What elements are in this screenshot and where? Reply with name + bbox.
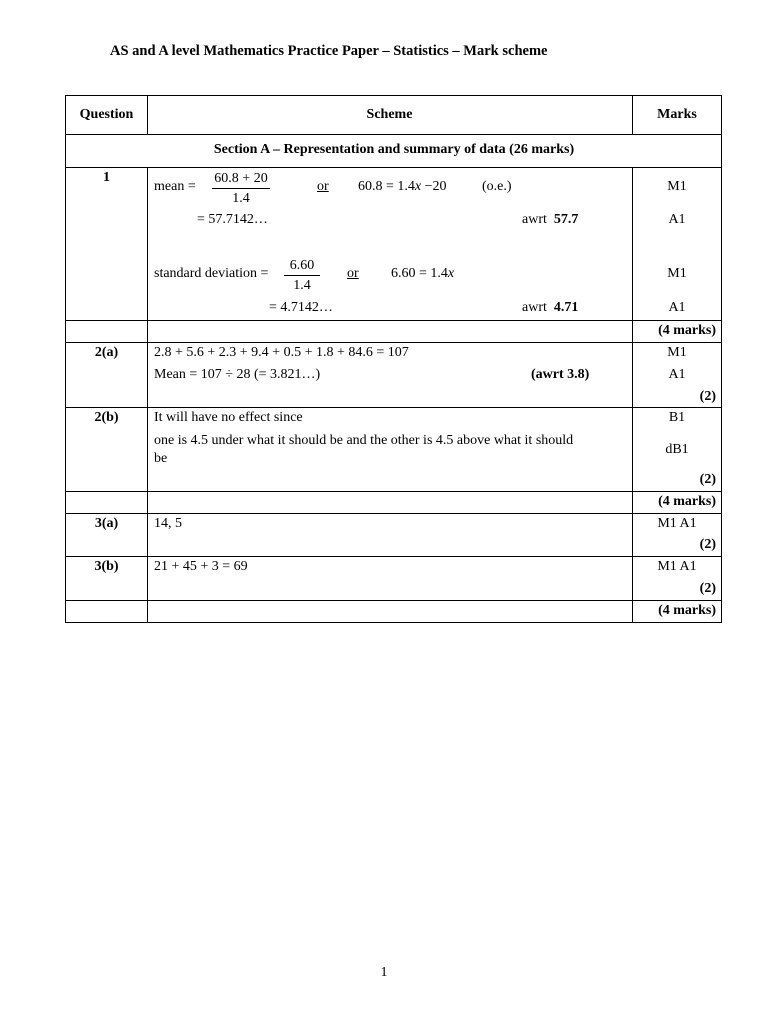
subtotal-marks: (2) [699,537,716,552]
mark-code: M1 [667,179,687,194]
scheme-line: 2.8 + 5.6 + 2.3 + 9.4 + 0.5 + 1.8 + 84.6 = 107 [154,345,409,360]
mean-numerator: 60.8 + 20 [214,171,268,186]
mark-code: M1 A1 [657,516,697,531]
fraction-bar [284,275,320,276]
question-label: 3(a) [94,516,119,531]
scheme-line: It will have no effect since [154,410,303,425]
sd-fraction [284,258,320,294]
mean-fraction [212,171,270,207]
alt-equation [358,179,447,195]
question-label: 3(b) [94,559,119,574]
or-text: or [317,179,329,194]
row-divider [66,513,721,514]
mark-code: M1 A1 [657,559,697,574]
fraction-bar [212,188,270,189]
awrt-label: awrt [522,212,547,227]
awrt-note [522,212,578,228]
awrt-value: 57.7 [553,212,579,227]
row-divider [66,556,721,557]
mean-label: mean = [154,179,196,194]
mean-denominator: 1.4 [232,191,250,206]
mark-scheme-table [65,95,722,623]
sd-result: = 4.7142… [269,300,333,315]
mark-code: A1 [668,367,686,382]
section-a-heading: Section A – Representation and summary of data (26 marks) [213,142,575,157]
row-divider [66,320,721,321]
variable-x: x [447,266,455,281]
row-divider [66,407,721,408]
row-divider [66,491,721,492]
scheme-line: one is 4.5 under what it should be and the other is 4.5 above what it should [154,433,574,448]
awrt-label: awrt [522,300,547,315]
or-text: or [347,266,359,281]
question-label: 2(b) [94,410,119,425]
scheme-line: Mean = 107 ÷ 28 (= 3.821…) [154,367,321,382]
sd-label: standard deviation = [154,266,269,281]
row-divider [66,342,721,343]
subtotal-marks: (2) [699,581,716,596]
scheme-line: be [154,451,168,466]
awrt-note: (awrt 3.8) [531,367,590,382]
alt-equation [391,266,454,282]
sd-denominator: 1.4 [293,278,311,293]
mark-code: M1 [667,266,687,281]
mark-code: dB1 [665,442,689,457]
subtotal-marks: (2) [699,389,716,404]
scheme-line: 14, 5 [154,516,182,531]
variable-x: x [414,179,422,194]
total-marks: (4 marks) [658,494,716,509]
total-marks: (4 marks) [658,603,716,618]
scheme-line: 21 + 45 + 3 = 69 [154,559,248,574]
sd-numerator: 6.60 [289,258,315,273]
mean-result: = 57.7142… [197,212,268,227]
row-divider [66,134,721,135]
column-header-question: Question [79,107,134,122]
awrt-note [522,300,578,316]
awrt-value: 4.71 [553,300,579,315]
oe-note: (o.e.) [482,179,512,194]
column-header-scheme: Scheme [366,107,413,122]
column-header-marks: Marks [657,107,697,122]
alt-equation-left: 6.60 = 1.4 [391,266,448,281]
mark-code: A1 [668,212,686,227]
mark-code: A1 [668,300,686,315]
mark-code: B1 [668,410,686,425]
row-divider [66,167,721,168]
mark-code: M1 [667,345,687,360]
page-title: AS and A level Mathematics Practice Paper – Statistics – Mark scheme [110,43,548,59]
question-label: 1 [103,170,110,185]
column-divider [147,167,148,622]
subtotal-marks: (2) [699,472,716,487]
row-divider [66,600,721,601]
question-label: 2(a) [94,345,119,360]
page-number: 1 [380,965,388,980]
alt-equation-right: −20 [421,179,447,194]
alt-equation-left: 60.8 = 1.4 [358,179,415,194]
total-marks: (4 marks) [658,323,716,338]
